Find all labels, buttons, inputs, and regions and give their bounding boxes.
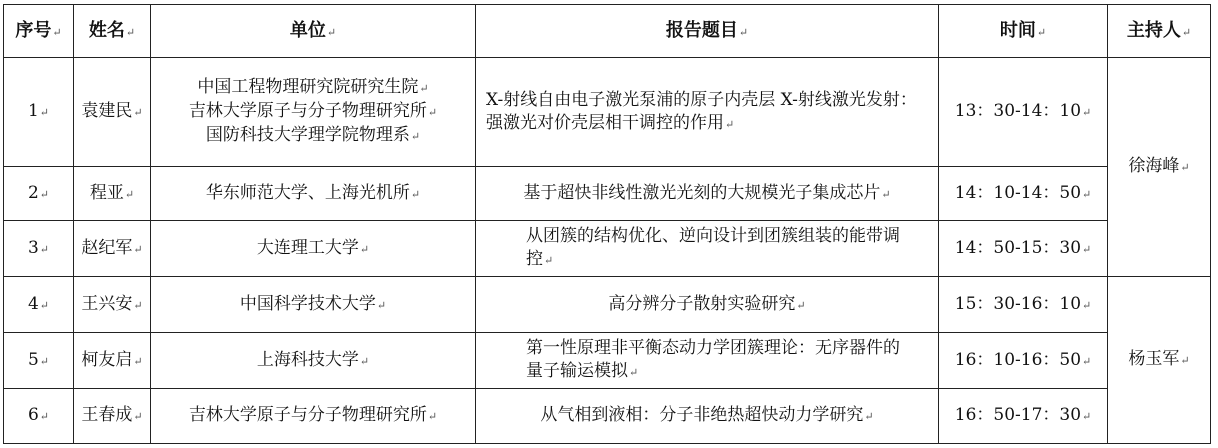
cell-time: 14：50-15：30↵ [939, 221, 1108, 277]
cell-no: 6↵ [4, 389, 74, 444]
cell-host: 徐海峰↵ [1108, 58, 1211, 277]
cell-time: 15：30-16：10↵ [939, 277, 1108, 333]
cell-title: X-射线自由电子激光泵浦的原子内壳层 X-射线激光发射：强激光对价壳层相干调控的作用↵ [476, 58, 939, 167]
table-row [4, 221, 1211, 277]
header-cell-name: 姓名↵ [74, 5, 151, 58]
header-cell-no: 序号↵ [4, 5, 74, 58]
header-row [4, 5, 1211, 58]
cell-title: 高分辨分子散射实验研究↵ [476, 277, 939, 333]
cell-time: 16：10-16：50↵ [939, 333, 1108, 389]
cell-unit: 中国工程物理研究院研究生院↵ 吉林大学原子与分子物理研究所↵ 国防科技大学理学院物理系↵ [151, 58, 476, 167]
table-row [4, 167, 1211, 221]
cell-no: 2↵ [4, 167, 74, 221]
cell-title: 从团簇的结构优化、逆向设计到团簇组装的能带调控↵ [476, 221, 939, 277]
cell-time: 14：10-14：50↵ [939, 167, 1108, 221]
table-row [4, 389, 1211, 444]
cell-title: 基于超快非线性激光光刻的大规模光子集成芯片↵ [476, 167, 939, 221]
cell-host: 杨玉军↵ [1108, 277, 1211, 444]
cell-unit: 华东师范大学、上海光机所↵ [151, 167, 476, 221]
cell-time: 13：30-14：10↵ [939, 58, 1108, 167]
header-cell-host: 主持人↵ [1108, 5, 1211, 58]
cell-unit: 上海科技大学↵ [151, 333, 476, 389]
cell-no: 5↵ [4, 333, 74, 389]
table-row [4, 277, 1211, 333]
header-cell-unit: 单位↵ [151, 5, 476, 58]
cell-unit: 大连理工大学↵ [151, 221, 476, 277]
cell-title: 第一性原理非平衡态动力学团簇理论：无序器件的量子输运模拟↵ [476, 333, 939, 389]
cell-no: 3↵ [4, 221, 74, 277]
cell-name: 程亚↵ [74, 167, 151, 221]
cell-title: 从气相到液相：分子非绝热超快动力学研究↵ [476, 389, 939, 444]
table-row [4, 58, 1211, 167]
header-cell-time: 时间↵ [939, 5, 1108, 58]
cell-unit: 吉林大学原子与分子物理研究所↵ [151, 389, 476, 444]
table-row [4, 333, 1211, 389]
cell-name: 王兴安↵ [74, 277, 151, 333]
cell-no: 1↵ [4, 58, 74, 167]
cell-no: 4↵ [4, 277, 74, 333]
header-cell-title: 报告题目↵ [476, 5, 939, 58]
cell-time: 16：50-17：30↵ [939, 389, 1108, 444]
cell-name: 赵纪军↵ [74, 221, 151, 277]
schedule-table [3, 4, 1211, 444]
cell-name: 王春成↵ [74, 389, 151, 444]
cell-unit: 中国科学技术大学↵ [151, 277, 476, 333]
cell-name: 柯友启↵ [74, 333, 151, 389]
cell-name: 袁建民↵ [74, 58, 151, 167]
